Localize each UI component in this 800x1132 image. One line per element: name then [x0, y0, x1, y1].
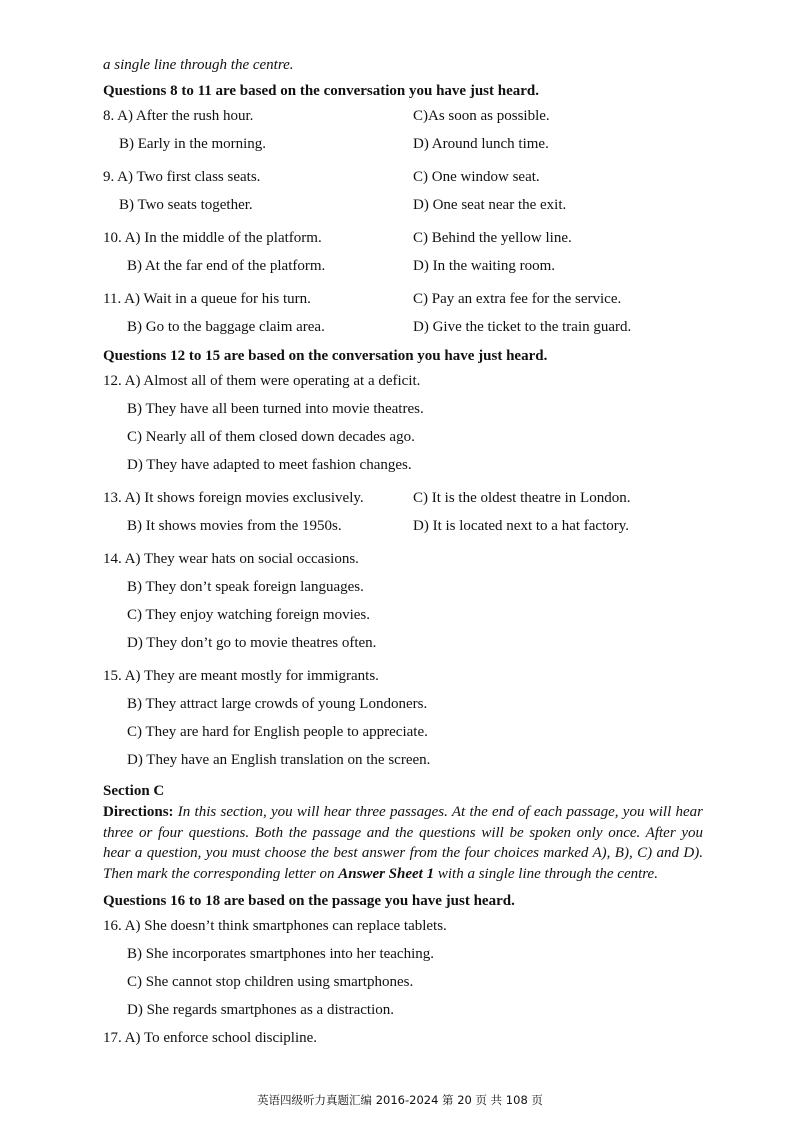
q10-option-c: C) Behind the yellow line. — [413, 230, 572, 246]
q14-option-c: C) They enjoy watching foreign movies. — [127, 607, 371, 623]
q11-option-d: D) Give the ticket to the train guard. — [413, 319, 632, 335]
q11-option-a: 11. A) Wait in a queue for his turn. — [103, 291, 311, 307]
q15-option-d: D) They have an English translation on the screen. — [127, 752, 431, 768]
q9-option-b: B) Two seats together. — [119, 197, 253, 213]
q11-option-b: B) Go to the baggage claim area. — [127, 319, 325, 335]
page-content — [103, 54, 703, 1052]
q10-option-b: B) At the far end of the platform. — [127, 258, 326, 274]
q12-option-a: 12. A) Almost all of them were operating at a deficit. — [103, 373, 421, 389]
q8-option-b: B) Early in the morning. — [119, 136, 267, 152]
q14-option-d: D) They don’t go to movie theatres often. — [127, 635, 377, 651]
q11-option-c: C) Pay an extra fee for the service. — [413, 291, 622, 307]
q16-option-c: C) She cannot stop children using smartphones. — [127, 974, 414, 990]
q10-option-d: D) In the waiting room. — [413, 258, 556, 274]
q8-option-d: D) Around lunch time. — [413, 136, 549, 152]
q16-option-d: D) She regards smartphones as a distraction. — [127, 1002, 395, 1018]
q13-option-a: 13. A) It shows foreign movies exclusively. — [103, 490, 364, 506]
group1-heading: Questions 8 to 11 are based on the conversation you have just heard. — [103, 83, 539, 99]
directions-label: Directions: — [103, 804, 174, 820]
q15-option-c: C) They are hard for English people to appreciate. — [127, 724, 428, 740]
q14-option-b: B) They don’t speak foreign languages. — [127, 579, 364, 595]
q15-option-b: B) They attract large crowds of young Londoners. — [127, 696, 428, 712]
question-16 — [103, 912, 703, 1024]
directions-text: In this section, you will hear three passages. At the end of each passage, you will hear three or four questions. Both the passage and the questions will be spoken only once. After you hear a question, you must choose the best answer from the four choices marked A), B), C) and D). Then mark the corresponding letter on — [103, 804, 703, 882]
group3-heading: Questions 16 to 18 are based on the passage you have just heard. — [103, 893, 515, 909]
q16-option-b: B) She incorporates smartphones into her teaching. — [127, 946, 435, 962]
question-14 — [103, 545, 703, 657]
q9-option-c: C) One window seat. — [413, 169, 540, 185]
intro-tail: a single line through the centre. — [103, 57, 294, 73]
group2-heading: Questions 12 to 15 are based on the conversation you have just heard. — [103, 348, 548, 364]
section-c-title: Section C — [103, 783, 165, 799]
question-11 — [103, 285, 703, 341]
q12-option-b: B) They have all been turned into movie theatres. — [127, 401, 424, 417]
q10-option-a: 10. A) In the middle of the platform. — [103, 230, 322, 246]
q9-option-d: D) One seat near the exit. — [413, 197, 567, 213]
question-9 — [103, 163, 703, 219]
page-footer: 英语四级听力真题汇编 2016-2024 第 20 页 共 108 页 — [257, 1093, 543, 1107]
q9-option-a: 9. A) Two first class seats. — [103, 169, 261, 185]
q13-option-b: B) It shows movies from the 1950s. — [127, 518, 342, 534]
q16-option-a: 16. A) She doesn’t think smartphones can replace tablets. — [103, 918, 447, 934]
q12-option-d: D) They have adapted to meet fashion changes. — [127, 457, 412, 473]
directions-answer-sheet: Answer Sheet 1 — [338, 865, 435, 882]
section-c-directions — [103, 802, 703, 884]
question-15 — [103, 662, 703, 774]
directions-tail: with a single line through the centre. — [434, 865, 658, 882]
q13-option-d: D) It is located next to a hat factory. — [413, 518, 630, 534]
q12-option-c: C) Nearly all of them closed down decades ago. — [127, 429, 415, 445]
q8-option-a: 8. A) After the rush hour. — [103, 108, 254, 124]
q14-option-a: 14. A) They wear hats on social occasions. — [103, 551, 359, 567]
question-8 — [103, 102, 703, 158]
q17-option-a: 17. A) To enforce school discipline. — [103, 1030, 318, 1046]
q13-option-c: C) It is the oldest theatre in London. — [413, 490, 631, 506]
question-13 — [103, 484, 703, 540]
q15-option-a: 15. A) They are meant mostly for immigrants. — [103, 668, 379, 684]
question-10 — [103, 224, 703, 280]
q8-option-c: C)As soon as possible. — [413, 108, 550, 124]
question-12 — [103, 367, 703, 479]
